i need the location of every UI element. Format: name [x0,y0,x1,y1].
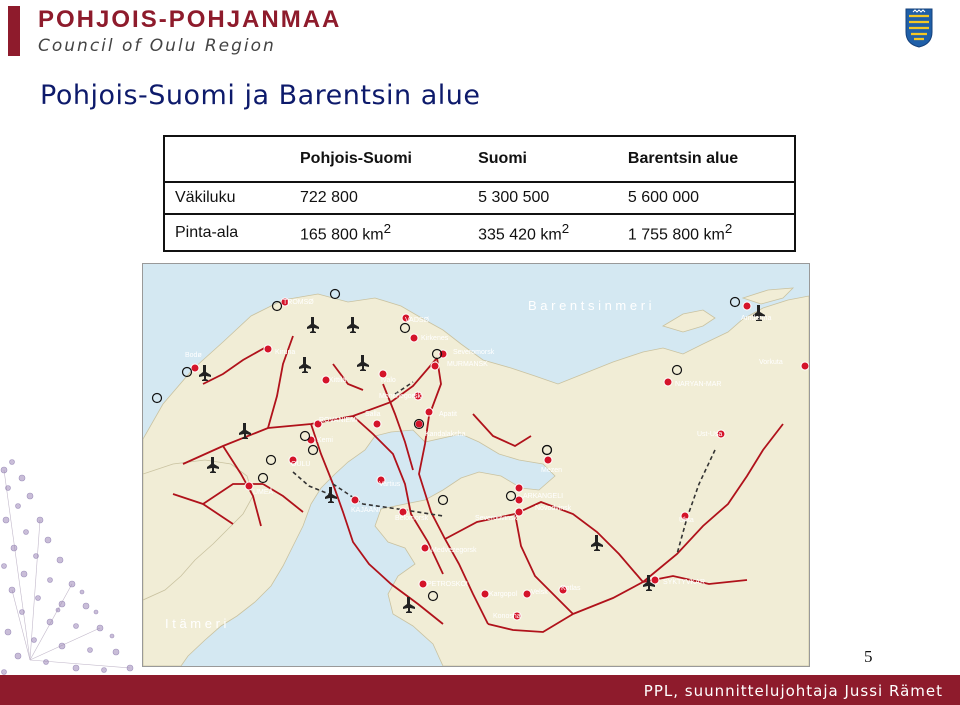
place-label: UMEÅ [253,489,274,496]
unit-superscript: 2 [383,221,392,236]
place-label: Novodvinsk [535,505,572,512]
place-label: PETROSKOI [427,581,468,588]
table-cell [618,214,795,251]
area-value: 165 800 km [300,226,384,244]
place-label: Medvezegorsk [431,547,477,554]
place-label: Ust-Usa [697,431,723,438]
footer-text: PPL, suunnittelujohtaja Jussi Rämet [643,682,943,700]
unit-superscript: 2 [724,221,733,236]
barents-region-map [142,263,810,667]
place-label: KAJAANI [351,507,381,514]
place-label: Kittilä [329,377,347,384]
table-header-cell: Suomi [468,136,618,182]
place-label: ARKANGELI [523,493,564,500]
barents-sea-label: B a r e n t s i n m e r i [528,298,652,313]
footer-bar [0,675,960,705]
table-cell: 722 800 [290,182,468,214]
place-label: Kotlas [561,585,581,592]
place-label: NARYAN-MAR [675,381,722,388]
table-header-cell: Barentsin alue [618,136,795,182]
place-label: Amderma [741,315,772,322]
place-label: MURMANSK [447,361,488,368]
brand-name: POHJOIS-POHJANMAA [38,6,342,33]
table-cell: 5 600 000 [618,182,795,214]
place-label: ROVANIEMI [319,417,358,424]
place-label: Vartius [379,481,401,488]
place-label: Severodvinsk [475,515,518,522]
table-header-row [164,136,795,182]
place-label: Konosha [493,613,521,620]
table-cell: 5 300 500 [468,182,618,214]
page-number: 5 [864,647,873,666]
table-header-cell [164,136,290,182]
place-label: Kargopol [489,591,518,598]
place-label: Uhta [679,517,694,524]
table-row [164,182,795,214]
place-label: Monchegorsk [379,393,422,400]
place-label: OULU [291,461,311,468]
table-cell [468,214,618,251]
place-label: SYKTYVKAR [663,579,706,586]
place-label: Severomorsk [453,349,495,356]
coat-of-arms-icon [905,8,933,48]
baltic-sea-label: I t ä m e r i [165,616,227,631]
brand-accent-bar [8,6,20,56]
place-label: Salla [365,411,381,418]
statistics-table [163,135,796,252]
area-value: 1 755 800 km [627,226,725,244]
page-title: Pohjois-Suomi ja Barentsin alue [40,80,481,111]
place-label: Kirkenes [421,335,449,342]
place-label: VADSØ [405,317,429,324]
place-label: Kiruna [275,349,296,356]
place-label: TROMSØ [283,299,314,306]
place-label: Velsk [531,589,548,596]
table-header-cell: Pohjois-Suomi [290,136,468,182]
unit-superscript: 2 [561,221,570,236]
table-row [164,214,795,251]
row-label: Pinta-ala [175,223,239,241]
table-cell [290,214,468,251]
area-value: 335 420 km [478,226,562,244]
place-label: Apatit [439,411,457,418]
row-label: Väkiluku [164,182,290,214]
place-label: Belomorsk [395,515,429,522]
place-label: Vorkuta [759,359,783,366]
place-label: Mezen [541,467,563,474]
map-canvas [143,264,809,666]
brand-subtitle: Council of Oulu Region [38,36,276,56]
place-label: Bodø [185,352,202,359]
place-label: Kemi [317,437,333,444]
place-label: Kandalaksha [425,431,466,438]
place-label: Ivalo [381,377,396,384]
